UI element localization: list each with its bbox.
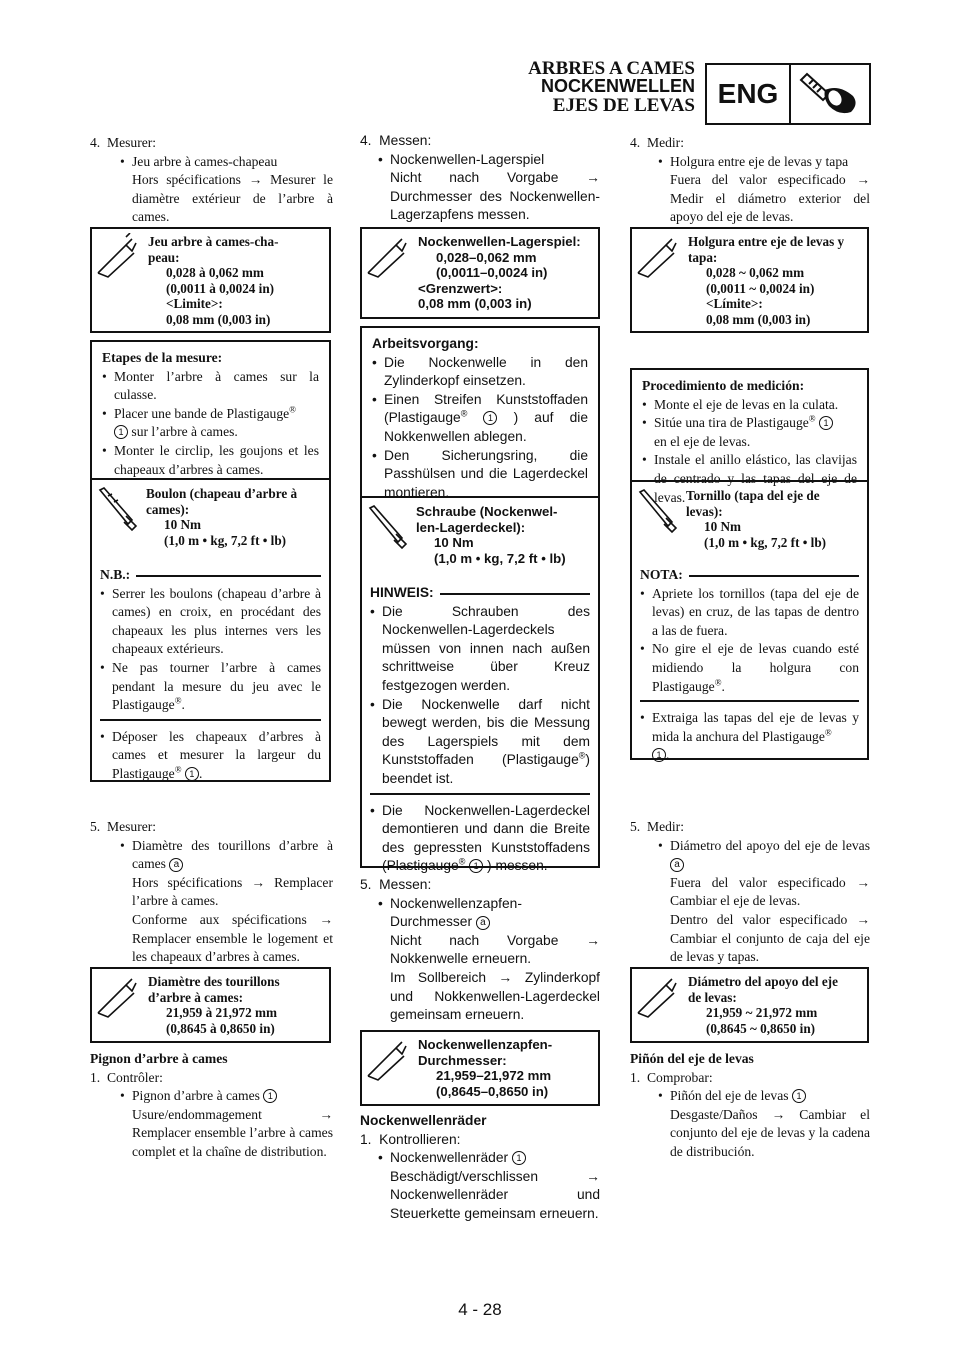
fr-step4: 4. Mesurer: • Jeu arbre à cames-chapeau Hors spécifications → Mesurer le diamètre extérieur de l’arbre à cames. <box>90 134 333 227</box>
de-procedure-box: Arbeitsvorgang: • Die Nockenwelle in den Zylinderkopf einsetzen. • Einen Streifen Kunststoffaden (Plastigauge® 1 ) auf die Nokkenwellen ablegen. • Den Sicherungsring, die Passhülsen und die Lagerdeckel montieren. <box>360 326 600 868</box>
es-step5: 5. Medir: • Diámetro del apoyo del eje de levas a Fuera del valor especificado → Cambiar el eje de levas. Dentro del valor especificado → Cambiar el conjunto de caja del eje de levas y tapas. <box>630 819 870 965</box>
ref-a-icon: a <box>476 916 490 930</box>
es-procedure-box: Procedimiento de medición: • Monte el eje de levas en la culata. • Sitúe una tira de Plastigauge® 1 en el eje de levas. • Instale el anillo elástico, las clavijas de centrado y las tapas del eje de levas. <box>630 368 869 760</box>
torque-wrench-icon <box>636 488 680 534</box>
ref-1-icon: 1 <box>792 1089 806 1103</box>
ref-1-icon: 1 <box>114 425 128 439</box>
fr-torque-spec: Boulon (chapeau d’arbre à cames): 10 Nm (1,0 m • kg, 7,2 ft • lb) <box>90 478 331 558</box>
ref-1-icon: 1 <box>263 1089 277 1103</box>
es-spec-clearance: Holgura entre eje de levas y tapa: 0,028 ~ 0,062 mm (0,0011 ~ 0,0024 in) <Límite>: 0,08 mm (0,003 in) <box>630 227 869 333</box>
ref-1-icon: 1 <box>483 411 497 425</box>
de-note: HINWEIS: • Die Schrauben des Nockenwellen-Lagerdeckels müssen von innen nach außen schrittweise über Kreuz festgezogen werden. • Die Nockenwelle darf nicht bewegt werden, bis die Messung des Lagerspiels mit dem Kunststoffaden (Plastigauge®) beendet ist. • Die Nockenwellen-Lagerdeckel demontieren und dann die Breite des gepressten Kunststoffadens (Plastigauge® 1 ) messen. <box>370 585 590 874</box>
fr-step4-bullet: Jeu arbre à cames-chapeau <box>132 153 278 169</box>
de-spec-journal: Nockenwellenzapfen- Durchmesser: 21,959–21,972 mm (0,8645–0,8650 in) <box>360 1030 600 1106</box>
es-gear: Piñón del eje de levas 1. Comprobar: • Piñón del eje de levas 1 Desgaste/Daños → Cambiar el conjunto del eje de levas y la cadena de distribución. <box>630 1051 870 1159</box>
ref-a-icon: a <box>670 858 684 872</box>
ref-1-icon: 1 <box>652 748 666 762</box>
spec-wrench-icon <box>366 1036 410 1082</box>
ref-a-icon: a <box>169 858 183 872</box>
section-tab <box>705 63 871 125</box>
fr-step4-title: 4. Mesurer: <box>90 135 157 150</box>
ref-1-icon: 1 <box>469 859 483 873</box>
engine-camshaft-icon <box>791 65 869 123</box>
title-de: NOCKENWELLEN <box>541 76 695 96</box>
fr-note-head: N.B.: <box>100 567 131 582</box>
es-torque-spec: Tornillo (tapa del eje de levas): 10 Nm (1,0 m • kg, 7,2 ft • lb) <box>630 480 869 560</box>
de-torque-spec: Schraube (Nockenwel- len-Lagerdeckel): 10 Nm (1,0 m • kg, 7,2 ft • lb) <box>360 496 600 576</box>
torque-wrench-icon <box>96 486 140 532</box>
de-step5: 5. Messen: • Nockenwellenzapfen-Durchmesser a Nicht nach Vorgabe → Nokkenwelle erneuern. Im Sollbereich → Zylinderkopf und Nokkenwellen-Lagerdeckel gemeinsam erneuern. <box>360 877 600 1023</box>
de-gear: Nockenwellenräder 1. Kontrollieren: • Nockenwellenräder 1 Beschädigt/verschlissen → Nockenwellenräder und Steuerkette gemeinsam erneuern. <box>360 1113 600 1221</box>
fr-step5: 5. Mesurer: • Diamètre des tourillons d’arbre à cames a Hors spécifications → Remplacer l’arbre à cames. Conforme aux spécifications → Remplacer ensemble le logement et les chapeaux d’arbres à cames. <box>90 819 333 965</box>
title-es: EJES DE LEVAS <box>552 95 695 116</box>
es-spec-journal: Diámetro del apoyo del eje de levas: 21,959 ~ 21,972 mm (0,8645 ~ 0,8650 in) <box>630 967 869 1043</box>
page-number: 4 - 28 <box>458 1300 502 1319</box>
title-fr: ARBRES A CAMES <box>528 58 695 79</box>
de-spec-clearance: Nockenwellen-Lagerspiel: 0,028–0,062 mm (0,0011–0,0024 in) <Grenzwert>: 0,08 mm (0,003 in) <box>360 227 600 319</box>
ref-1-icon: 1 <box>185 767 199 781</box>
fr-spec-clearance: Jeu arbre à cames-cha- peau: 0,028 à 0,062 mm (0,0011 à 0,0024 in) <Limite>: 0,08 mm (0,003 in) <box>90 227 331 333</box>
fr-procedure-box: Etapes de la mesure: • Monter l’arbre à cames sur la culasse. • Placer une bande de Plastigauge® 1 sur l’arbre à cames. • Monter le circlip, les goujons et les chapeaux d’arbres à cames. <box>90 340 331 782</box>
es-note: NOTA: • Apriete los tornillos (tapa del eje de levas) en cruz, de las tapas de dentro a las de fuera. • No gire el eje de levas cuando esté midiendo la holgura con Plastigauge®. • Extraiga las tapas del eje de levas y mida la anchura del Plastigauge® 1 . <box>640 567 859 763</box>
fr-note: N.B.: • Serrer les boulons (chapeau d’arbre à cames) en croix, en procédant des chapeaux les plus internes vers les chapeaux extérieurs. • Ne pas tourner l’arbre à cames pendant la mesure du jeu avec le Plastigauge®. • Déposer les chapeaux d’arbres à cames et mesurer la largeur du Plastigauge® 1 . <box>100 567 321 781</box>
spec-wrench-icon <box>96 233 140 279</box>
spec-wrench-icon <box>366 233 410 279</box>
fr-procedure-title: Etapes de la mesure: <box>102 350 223 365</box>
spec-wrench-icon <box>96 973 140 1019</box>
fr-gear: Pignon d’arbre à cames 1. Contrôler: • Pignon d’arbre à cames 1 Usure/endommagement → Remplacer ensemble l’arbre à cames complet et la chaîne de distribution. <box>90 1051 333 1159</box>
ref-1-icon: 1 <box>512 1151 526 1165</box>
fr-gear-title: Pignon d’arbre à cames <box>90 1051 228 1066</box>
torque-wrench-icon <box>366 504 410 550</box>
spec-wrench-icon <box>636 233 680 279</box>
section-code: ENG <box>707 65 791 123</box>
es-step4: 4. Medir: • Holgura entre eje de levas y tapa Fuera del valor especificado → Medir el diámetro exterior del apoyo del eje de levas. <box>630 135 870 225</box>
fr-spec-journal: Diamètre des tourillons d’arbre à cames: 21,959 à 21,972 mm (0,8645 à 0,8650 in) <box>90 967 331 1043</box>
fr-step4-text: Hors spécifications → Mesurer le diamètre extérieur de l’arbre à cames. <box>132 172 333 225</box>
spec-wrench-icon <box>636 973 680 1019</box>
ref-1-icon: 1 <box>819 416 833 430</box>
de-step4: 4. Messen: • Nockenwellen-Lagerspiel Nicht nach Vorgabe → Durchmesser des Nockenwellen-Lagerzapfens messen. <box>360 133 600 223</box>
